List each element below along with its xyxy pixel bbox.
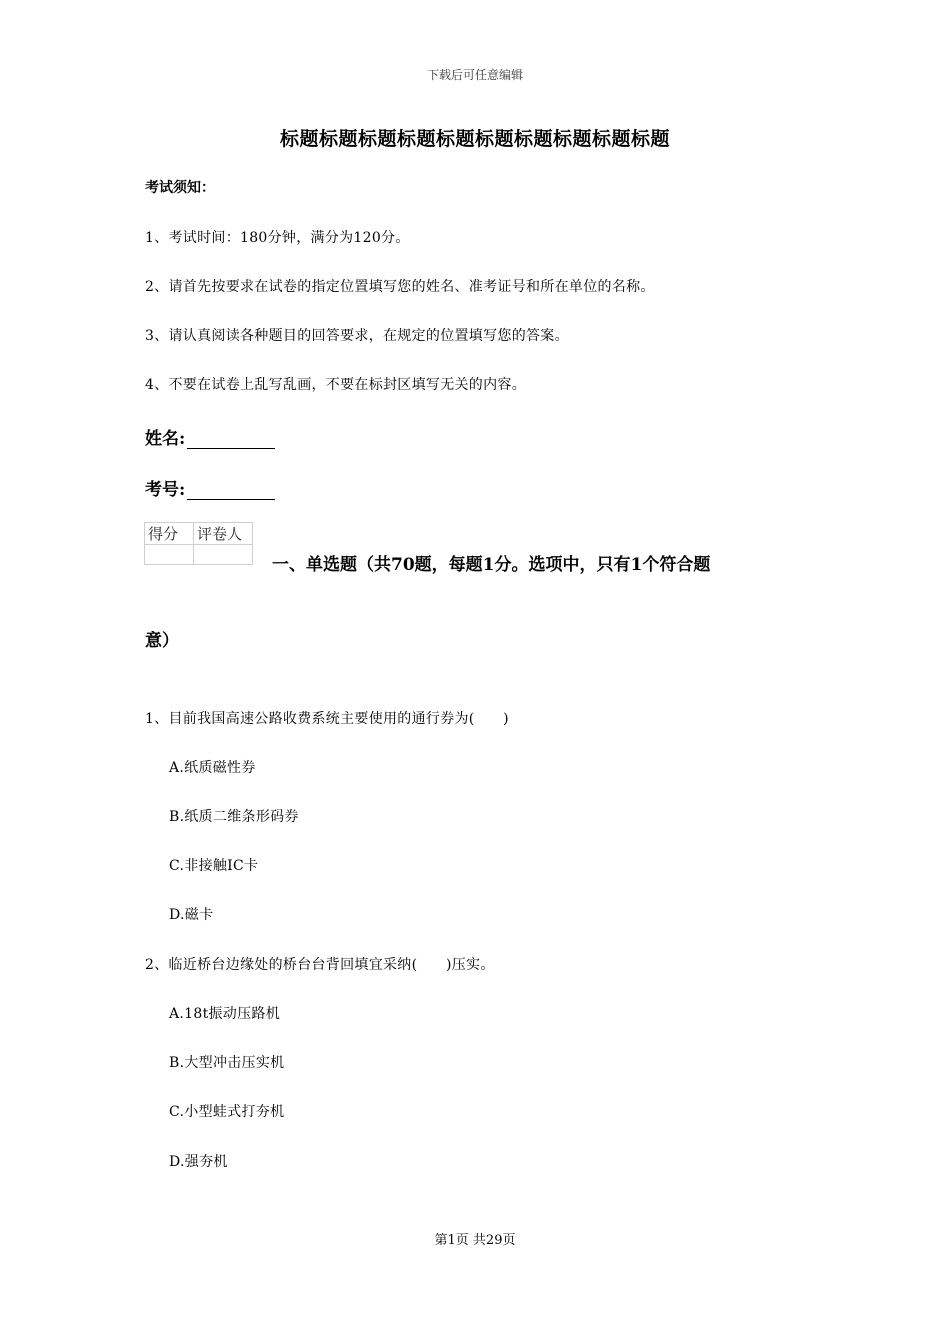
page-footer: 第1页 共29页 xyxy=(434,1233,516,1248)
notice-item: 2、请首先按要求在试卷的指定位置填写您的姓名、准考证号和所在单位的名称。 xyxy=(145,279,655,295)
question-2-option-a[interactable]: A.18t振动压路机 xyxy=(169,1006,281,1022)
question-1: 1、目前我国高速公路收费系统主要使用的通行券为( ) xyxy=(145,711,509,727)
section-title: 一、单选题（共70题，每题1分。选项中，只有1个符合题 xyxy=(272,555,711,575)
question-1-option-c[interactable]: C.非接触IC卡 xyxy=(169,858,259,874)
name-blank-line[interactable] xyxy=(187,430,275,449)
score-header: 得分 xyxy=(145,523,194,545)
question-1-option-a[interactable]: A.纸质磁性券 xyxy=(169,760,256,776)
section-title-continuation: 意） xyxy=(145,631,179,651)
exam-number-field[interactable] xyxy=(145,475,275,500)
exam-number-label: 考号: xyxy=(145,480,186,500)
notice-heading: 考试须知： xyxy=(145,180,215,196)
notice-item: 3、请认真阅读各种题目的回答要求，在规定的位置填写您的答案。 xyxy=(145,328,569,344)
document-title: 标题标题标题标题标题标题标题标题标题标题 xyxy=(279,128,670,150)
grader-header: 评卷人 xyxy=(194,523,253,545)
notice-item: 1、考试时间：180分钟，满分为120分。 xyxy=(145,230,410,246)
notice-item: 4、不要在试卷上乱写乱画，不要在标封区填写无关的内容。 xyxy=(145,377,527,393)
grader-cell[interactable] xyxy=(194,545,253,565)
question-2-option-d[interactable]: D.强夯机 xyxy=(169,1154,228,1170)
question-2-option-c[interactable]: C.小型蛙式打夯机 xyxy=(169,1104,285,1120)
name-field[interactable] xyxy=(145,424,275,449)
score-table xyxy=(144,522,253,565)
question-2-option-b[interactable]: B.大型冲击压实机 xyxy=(169,1055,285,1071)
question-1-option-b[interactable]: B.纸质二维条形码券 xyxy=(169,809,299,825)
name-label: 姓名: xyxy=(145,429,186,449)
exam-number-blank-line[interactable] xyxy=(187,481,275,500)
header-note: 下载后可任意编辑 xyxy=(426,68,523,82)
score-cell[interactable] xyxy=(145,545,194,565)
question-1-option-d[interactable]: D.磁卡 xyxy=(169,907,214,923)
question-2: 2、临近桥台边缘处的桥台台背回填宜采纳( )压实。 xyxy=(145,957,495,973)
